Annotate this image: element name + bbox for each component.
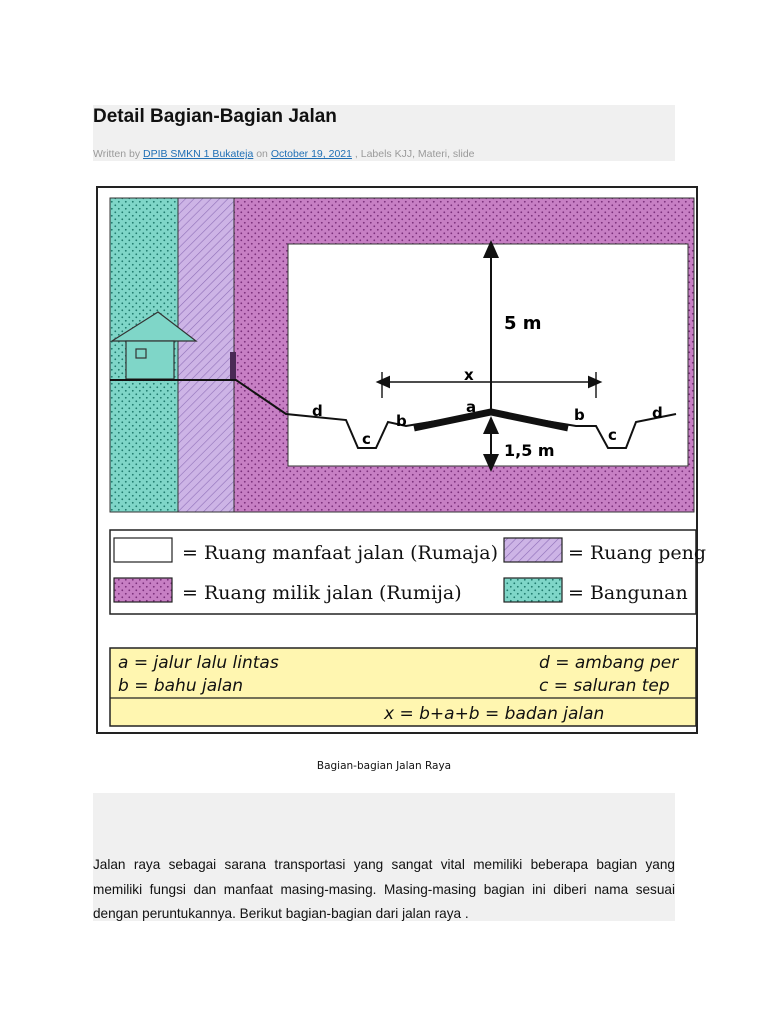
figure-caption: Bagian-bagian Jalan Raya bbox=[316, 760, 452, 772]
road-diagram-figure bbox=[96, 186, 707, 736]
legend-swatch-bangunan bbox=[504, 578, 562, 602]
meta-labels: , Labels KJJ, Materi, slide bbox=[354, 148, 475, 160]
author-link[interactable]: DPIB SMKN 1 Bukateja bbox=[143, 148, 254, 160]
page-title: Detail Bagian-Bagian Jalan bbox=[93, 106, 337, 127]
legend-rumija: = Ruang milik jalan (Rumija) bbox=[182, 582, 462, 604]
def-x: x = b+a+b = badan jalan bbox=[384, 704, 605, 724]
part-d-right-label: d bbox=[652, 404, 663, 422]
date-link[interactable]: October 19, 2021 bbox=[270, 148, 352, 160]
part-c-left-label: c bbox=[362, 430, 371, 448]
post-meta bbox=[93, 148, 475, 160]
meta-on: on bbox=[256, 148, 268, 160]
part-b-left-label: b bbox=[396, 412, 407, 430]
legend-bangunan: = Bangunan bbox=[568, 582, 688, 604]
def-c: c = saluran tep bbox=[539, 676, 670, 696]
def-b: b = bahu jalan bbox=[118, 676, 244, 696]
depth-label: 1,5 m bbox=[504, 441, 555, 460]
part-a-label: a bbox=[466, 398, 477, 416]
part-b-right-label: b bbox=[574, 406, 585, 424]
part-d-left-label: d bbox=[312, 402, 323, 420]
legend-rumaja: = Ruang manfaat jalan (Rumaja) bbox=[182, 542, 499, 564]
fence-post bbox=[230, 352, 236, 380]
road-diagram bbox=[96, 186, 707, 736]
legend-swatch-pengawasan bbox=[504, 538, 562, 562]
meta-written-by: Written by bbox=[93, 148, 141, 160]
rumaja-zone bbox=[288, 244, 688, 466]
ruang-pengawasan-zone bbox=[178, 198, 234, 512]
x-label: x bbox=[464, 366, 474, 384]
body-paragraph: Jalan raya sebagai sarana transportasi yang sangat vital memiliki beberapa bagian yang memiliki fungsi dan manfaat masing-masing. Masing-masing bagian ini diberi nama sesuai dengan peruntukannya. Berikut bagian-bagian dari jalan raya . bbox=[93, 857, 675, 921]
part-c-right-label: c bbox=[608, 426, 617, 444]
def-a: a = jalur lalu lintas bbox=[118, 653, 279, 673]
def-d: d = ambang per bbox=[539, 653, 679, 673]
legend-swatch-rumija bbox=[114, 578, 172, 602]
height-label: 5 m bbox=[504, 313, 542, 334]
legend-swatch-rumaja bbox=[114, 538, 172, 562]
legend-pengawasan: = Ruang peng bbox=[568, 542, 707, 564]
